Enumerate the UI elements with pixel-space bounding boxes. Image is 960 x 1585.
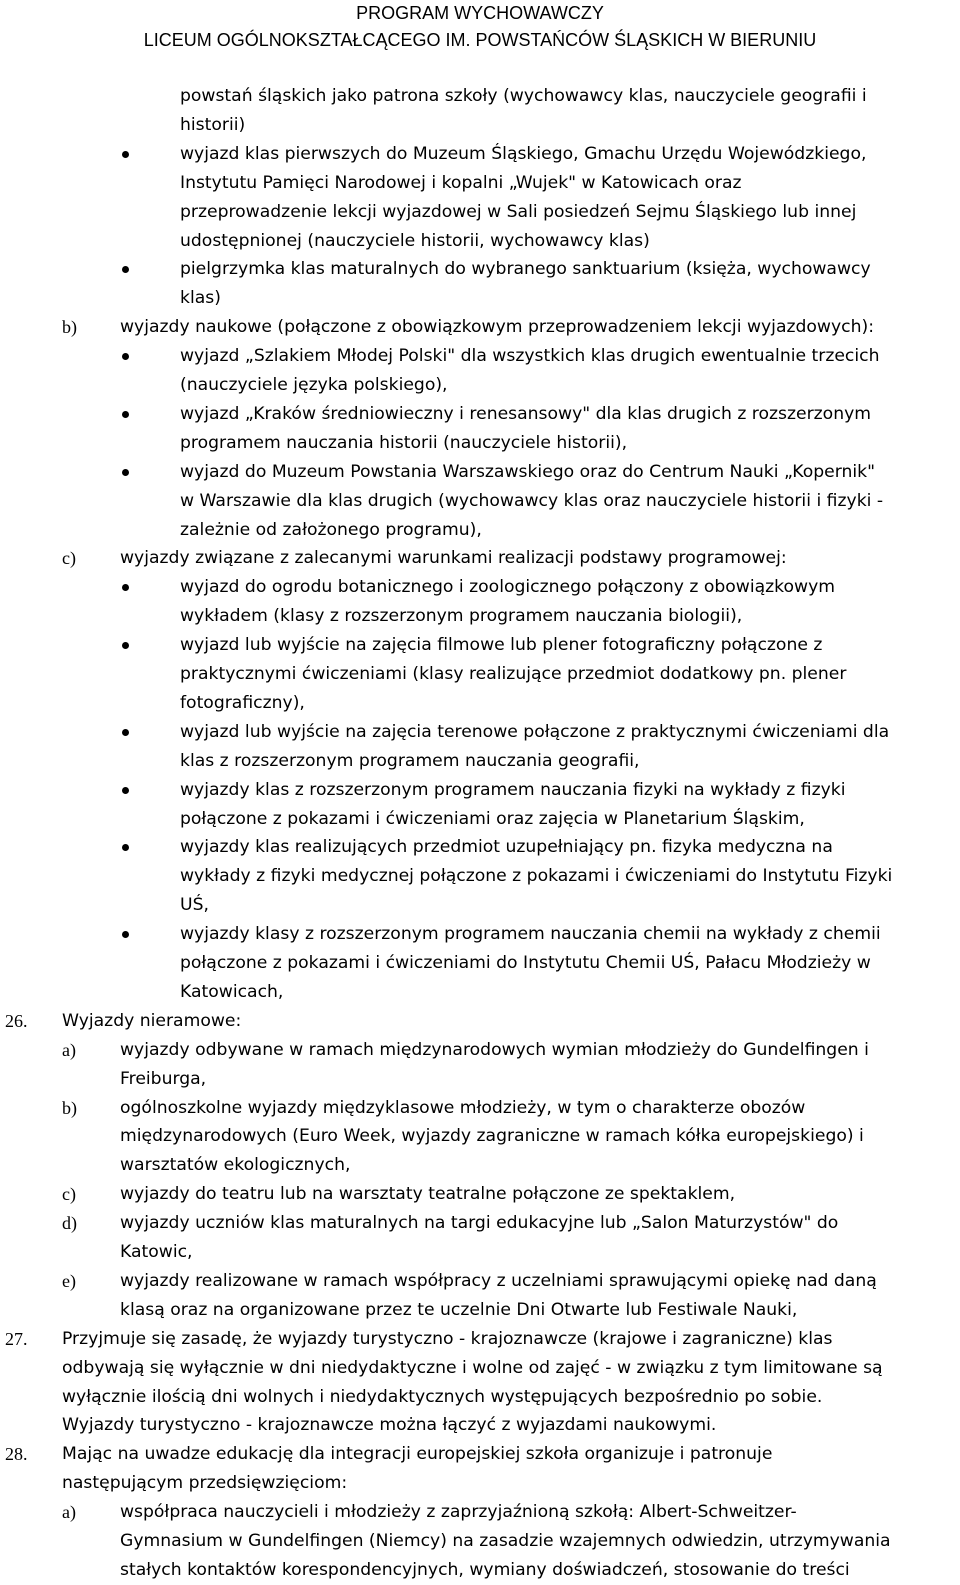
list-marker: e) <box>62 1270 76 1291</box>
list-item-line: współpraca nauczycieli i młodzieży z zaprzyjaźnioną szkołą: Albert-Schweitzer- <box>120 1502 797 1523</box>
bullet-text-line: Instytutu Pamięci Narodowej i kopalni „Wujek" w Katowicach oraz <box>180 172 742 193</box>
bullet-icon <box>122 787 129 794</box>
section-heading: wyjazdy naukowe (połączone z obowiązkowym przeprowadzeniem lekcji wyjazdowych): <box>120 317 874 338</box>
header-program-title: PROGRAM WYCHOWAWCZY <box>356 3 604 23</box>
bullet-text-line: pielgrzymka klas maturalnych do wybranego sanktuarium (księża, wychowawcy <box>180 259 871 280</box>
bullet-icon <box>122 266 129 273</box>
bullet-text-line: w Warszawie dla klas drugich (wychowawcy klas oraz nauczyciele historii i fizyki - <box>180 490 884 511</box>
bullet-text-line: wyjazd „Kraków średniowieczny i renesansowy" dla klas drugich z rozszerzonym <box>180 403 871 424</box>
bullet-text-line: klas) <box>180 288 221 309</box>
list-item-line: wyjazdy odbywane w ramach międzynarodowych wymian młodzieży do Gundelfingen i <box>120 1039 869 1060</box>
bullet-icon <box>122 844 129 851</box>
list-item-line: Gymnasium w Gundelfingen (Niemcy) na zasadzie wzajemnych odwiedzin, utrzymywania <box>120 1531 891 1551</box>
list-marker: a) <box>62 1502 76 1523</box>
bullet-icon <box>122 353 129 360</box>
bullet-text-line: powstań śląskich jako patrona szkoły (wychowawcy klas, nauczyciele geografii i <box>180 86 867 106</box>
bullet-text-line: wyjazd do Muzeum Powstania Warszawskiego oraz do Centrum Nauki „Kopernik" <box>180 461 875 482</box>
bullet-text-line: wykłady z fizyki medycznej połączone z pokazami i ćwiczeniami do Instytutu Fizyki <box>180 866 893 887</box>
list-item-line: wyjazdy realizowane w ramach współpracy z uczelniami sprawującymi opiekę nad daną <box>120 1270 877 1291</box>
bullet-text-line: przeprowadzenie lekcji wyjazdowej w Sali posiedzeń Sejmu Śląskiego lub innej <box>180 201 857 222</box>
paragraph-line: Mając na uwadze edukację dla integracji europejskiej szkoła organizuje i patronuje <box>62 1444 773 1465</box>
item-number: 26. <box>5 1010 28 1031</box>
list-marker: c) <box>62 1184 76 1205</box>
bullet-text-line: wyjazd lub wyjście na zajęcia terenowe połączone z praktycznymi ćwiczeniami dla <box>180 721 890 742</box>
bullet-icon <box>122 584 129 591</box>
list-item-line: wyjazdy do teatru lub na warsztaty teatralne połączone ze spektaklem, <box>120 1184 736 1205</box>
bullet-text-line: fotograficzny), <box>180 692 305 713</box>
paragraph-line: Przyjmuje się zasadę, że wyjazdy turystyczno - krajoznawcze (krajowe i zagraniczne) klas <box>62 1328 833 1349</box>
section-heading: wyjazdy związane z zalecanymi warunkami realizacji podstawy programowej: <box>120 548 787 569</box>
header-school-name: LICEUM OGÓLNOKSZTAŁCĄCEGO IM. POWSTAŃCÓW ŚLĄSKICH W BIERUNIU <box>143 30 817 50</box>
list-marker: c) <box>62 548 76 569</box>
list-marker: b) <box>62 317 77 338</box>
bullet-text-line: UŚ, <box>180 895 209 916</box>
list-item-line: Katowic, <box>120 1242 193 1262</box>
list-item-line: ogólnoszkolne wyjazdy międzyklasowe młodzieży, w tym o charakterze obozów <box>120 1097 806 1118</box>
bullet-icon <box>122 411 129 418</box>
bullet-icon <box>122 151 129 158</box>
bullet-text-line: programem nauczania historii (nauczyciele historii), <box>180 432 628 453</box>
bullet-text-line: połączone z pokazami i ćwiczeniami do Instytutu Chemii UŚ, Pałacu Młodzieży w <box>180 953 871 973</box>
bullet-text-line: wyjazd lub wyjście na zajęcia filmowe lub plener fotograficzny połączone z <box>180 635 823 656</box>
list-item-line: międzynarodowych (Euro Week, wyjazdy zagraniczne w ramach kółka europejskiego) i <box>120 1126 864 1147</box>
paragraph-line: Wyjazdy turystyczno - krajoznawcze można łączyć z wyjazdami naukowymi. <box>62 1415 717 1436</box>
document-header <box>0 0 960 54</box>
bullet-text-line: (nauczyciele języka polskiego), <box>180 375 448 395</box>
bullet-text-line: wykładem (klasy z rozszerzonym programem nauczania biologii), <box>180 606 743 627</box>
item-title: Wyjazdy nieramowe: <box>62 1010 242 1031</box>
bullet-text-line: wyjazd klas pierwszych do Muzeum Śląskiego, Gmachu Urzędu Wojewódzkiego, <box>180 143 867 164</box>
bullet-text-line: klas z rozszerzonym programem nauczania geografii, <box>180 750 640 771</box>
list-marker: b) <box>62 1097 77 1118</box>
bullet-text-line: wyjazd „Szlakiem Młodej Polski" dla wszystkich klas drugich ewentualnie trzecich <box>180 346 880 367</box>
bullet-text-line: wyjazdy klasy z rozszerzonym programem nauczania chemii na wykłady z chemii <box>180 924 881 945</box>
bullet-icon <box>122 931 129 938</box>
item-number: 28. <box>5 1444 28 1465</box>
bullet-text-line: zależnie od założonego programu), <box>180 519 482 540</box>
paragraph-line: następującym przedsięwzięciom: <box>62 1473 348 1494</box>
bullet-text-line: wyjazd do ogrodu botanicznego i zoologicznego połączony z obowiązkowym <box>180 577 836 598</box>
bullet-text-line: historii) <box>180 114 246 135</box>
list-marker: d) <box>62 1213 77 1234</box>
bullet-text-line: praktycznymi ćwiczeniami (klasy realizujące przedmiot dodatkowy pn. plener <box>180 664 847 684</box>
bullet-icon <box>122 469 129 476</box>
item-number: 27. <box>5 1328 28 1349</box>
list-item-line: stałych kontaktów korespondencyjnych, wymiany doświadczeń, stosowanie do treści <box>120 1559 850 1580</box>
bullet-text-line: wyjazdy klas z rozszerzonym programem nauczania fizyki na wykłady z fizyki <box>180 779 846 800</box>
paragraph-line: wyłącznie ilością dni wolnych i niedydaktycznych występujących bezpośrednio po sobie. <box>62 1386 823 1407</box>
bullet-icon <box>122 729 129 736</box>
list-item-line: Freiburga, <box>120 1068 207 1089</box>
list-item-line: klasą oraz na organizowane przez te uczelnie Dni Otwarte lub Festiwale Nauki, <box>120 1299 798 1320</box>
list-item-line: warsztatów ekologicznych, <box>120 1155 351 1176</box>
list-item-line: wyjazdy uczniów klas maturalnych na targi edukacyjne lub „Salon Maturzystów" do <box>120 1213 839 1234</box>
list-marker: a) <box>62 1039 76 1060</box>
bullet-text-line: Katowicach, <box>180 981 284 1002</box>
bullet-text-line: wyjazdy klas realizujących przedmiot uzupełniający pn. fizyka medyczna na <box>180 837 833 858</box>
bullet-text-line: połączone z pokazami i ćwiczeniami oraz zajęcia w Planetarium Śląskim, <box>180 808 805 829</box>
paragraph-line: odbywają się wyłącznie w dni niedydaktyczne i wolne od zajęć - w związku z tym limitowane są <box>62 1357 883 1378</box>
bullet-icon <box>122 642 129 649</box>
bullet-text-line: udostępnionej (nauczyciele historii, wychowawcy klas) <box>180 230 650 251</box>
